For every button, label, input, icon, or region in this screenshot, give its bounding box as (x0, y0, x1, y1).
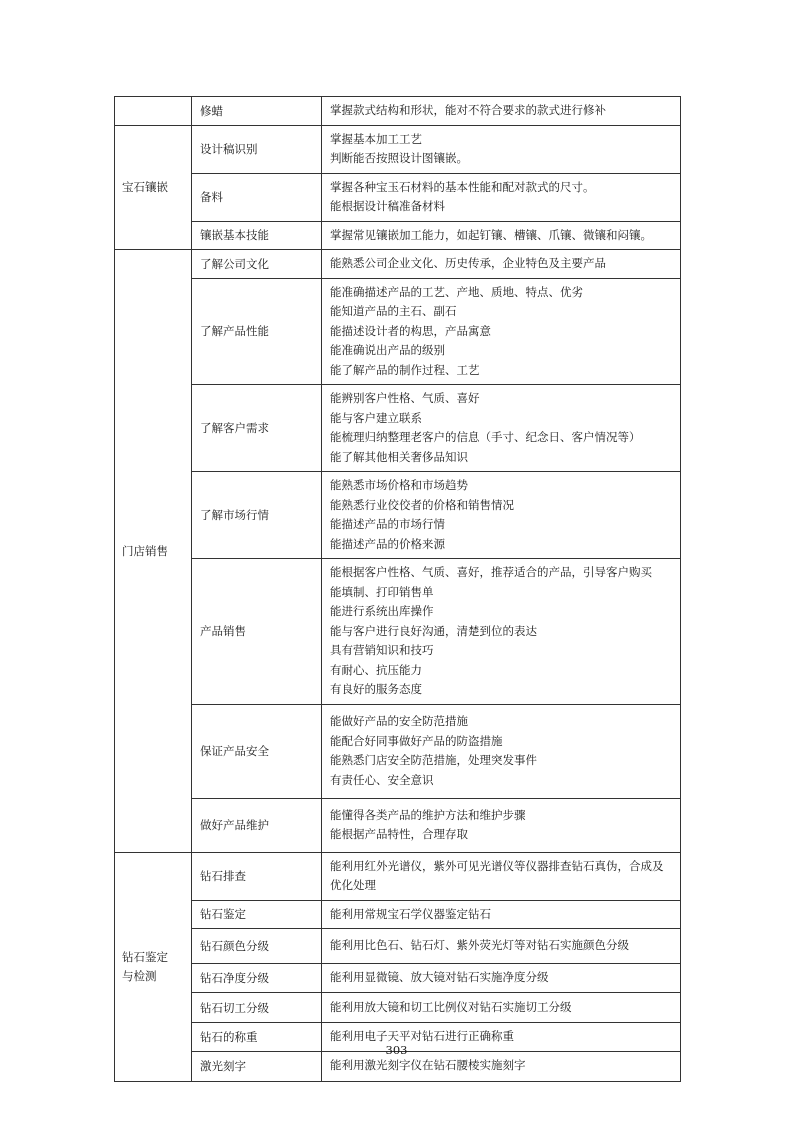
requirement-line: 能与客户进行良好沟通，清楚到位的表达 (330, 623, 537, 638)
requirement-line: 能根据产品特性，合理存取 (330, 827, 468, 841)
requirement-line: 能描述产品的市场行情 (330, 517, 445, 531)
requirement-line: 能进行系统出库操作 (330, 604, 434, 618)
skill-cell: 钻石鉴定 (192, 900, 322, 929)
table-row (115, 385, 681, 472)
table-row (115, 125, 681, 173)
skill-cell: 了解公司文化 (192, 250, 322, 279)
requirements-cell (322, 125, 681, 173)
requirement-line: 能准确说出产品的级别 (330, 343, 445, 357)
requirements-cell (322, 852, 681, 900)
requirement-line: 有耐心、抗压能力 (330, 662, 422, 677)
requirement-line: 能梳理归纳整理老客户的信息（手寸、纪念日、客户情况等） (330, 430, 641, 444)
requirement-line: 具有营销知识和技巧 (330, 643, 434, 657)
requirement-line: 能填制、打印销售单 (330, 584, 434, 599)
category-cell: 门店销售 (115, 250, 192, 853)
requirement-line: 能利用放大镜和切工比例仪对钻石实施切工分级 (330, 999, 572, 1014)
requirement-line: 能熟悉市场价格和市场趋势 (330, 478, 468, 492)
requirements-cell (322, 964, 681, 993)
table-row (115, 173, 681, 221)
competency-table (114, 96, 681, 1082)
skill-cell: 了解产品性能 (192, 278, 322, 385)
requirement-line: 能根据设计稿准备材料 (330, 199, 445, 213)
table-row (115, 900, 681, 929)
table-row (115, 472, 681, 559)
requirements-cell (322, 250, 681, 279)
requirement-line: 能做好产品的安全防范措施 (330, 714, 468, 728)
requirement-line: 能描述产品的价格来源 (330, 536, 445, 551)
category-cell (115, 97, 192, 126)
skill-cell: 激光刻字 (192, 1051, 322, 1081)
requirements-cell (322, 798, 681, 852)
requirement-line: 掌握款式结构和形状，能对不符合要求的款式进行修补 (330, 103, 606, 117)
page-number: 303 (385, 1043, 408, 1057)
requirements-cell (322, 993, 681, 1023)
requirement-line: 能熟悉门店安全防范措施，处理突发事件 (330, 753, 537, 767)
category-cell: 宝石镶嵌 (115, 125, 192, 250)
table-row (115, 964, 681, 993)
requirement-line: 能利用红外光谱仪，紫外可见光谱仪等仪器排查钻石真伪，合成及优化处理 (330, 858, 664, 892)
table-row (115, 929, 681, 964)
skill-cell: 钻石颜色分级 (192, 929, 322, 964)
skill-cell: 设计稿识别 (192, 125, 322, 173)
table-row (115, 852, 681, 900)
requirement-line: 能利用显微镜、放大镜对钻石实施净度分级 (330, 970, 549, 985)
requirement-line: 能熟悉公司企业文化、历史传承，企业特色及主要产品 (330, 256, 606, 270)
skill-cell: 做好产品维护 (192, 798, 322, 852)
requirement-line: 能描述设计者的构思，产品寓意 (330, 323, 491, 338)
skill-cell: 产品销售 (192, 559, 322, 705)
requirements-cell (322, 559, 681, 705)
requirements-cell (322, 929, 681, 964)
requirement-line: 能懂得各类产品的维护方法和维护步骤 (330, 807, 526, 822)
requirement-line: 能熟悉行业佼佼者的价格和销售情况 (330, 497, 514, 512)
table-row (115, 221, 681, 250)
requirement-line: 能根据客户性格、气质、喜好，推荐适合的产品，引导客户购买 (330, 565, 652, 579)
skill-cell: 钻石的称重 (192, 1023, 322, 1052)
requirement-line: 能利用电子天平对钻石进行正确称重 (330, 1029, 514, 1043)
requirement-line: 能利用激光刻字仪在钻石腰棱实施刻字 (330, 1058, 526, 1073)
requirements-cell (322, 278, 681, 385)
requirement-line: 能了解其他相关奢侈品知识 (330, 449, 468, 464)
skill-cell: 修蜡 (192, 97, 322, 126)
skill-cell: 钻石排查 (192, 852, 322, 900)
requirements-cell (322, 221, 681, 250)
table-row (115, 798, 681, 852)
skill-cell: 了解市场行情 (192, 472, 322, 559)
table-row (115, 704, 681, 798)
requirement-line: 能利用常规宝石学仪器鉴定钻石 (330, 906, 491, 921)
requirement-line: 能与客户建立联系 (330, 410, 422, 425)
requirement-line: 能知道产品的主石、副石 (330, 304, 457, 318)
requirement-line: 能利用比色石、钻石灯、紫外荧光灯等对钻石实施颜色分级 (330, 938, 629, 953)
requirements-cell (322, 472, 681, 559)
requirement-line: 掌握常见镶嵌加工能力，如起钉镶、槽镶、爪镶、微镶和闷镶。 (330, 227, 652, 242)
requirements-cell (322, 385, 681, 472)
skill-cell: 保证产品安全 (192, 704, 322, 798)
requirements-cell (322, 173, 681, 221)
requirement-line: 判断能否按照设计图镶嵌。 (330, 151, 468, 165)
requirements-cell (322, 900, 681, 929)
table-row (115, 559, 681, 705)
requirement-line: 能了解产品的制作过程、工艺 (330, 362, 480, 377)
table-row (115, 278, 681, 385)
skill-cell: 备料 (192, 173, 322, 221)
table-row (115, 97, 681, 126)
category-label: 钻石鉴定与检测 (122, 949, 168, 983)
requirement-line: 能配合好同事做好产品的防盗措施 (330, 733, 503, 748)
requirement-line: 掌握基本加工工艺 (330, 131, 422, 146)
table-row (115, 250, 681, 279)
requirements-cell (322, 704, 681, 798)
requirement-line: 有责任心、安全意识 (330, 772, 434, 787)
skill-cell: 镶嵌基本技能 (192, 221, 322, 250)
requirement-line: 掌握各种宝玉石材料的基本性能和配对款式的尺寸。 (330, 179, 595, 194)
requirement-line: 能辨别客户性格、气质、喜好 (330, 391, 480, 405)
requirement-line: 能准确描述产品的工艺、产地、质地、特点、优劣 (330, 284, 583, 299)
table-row (115, 993, 681, 1023)
requirement-line: 有良好的服务态度 (330, 682, 422, 696)
skill-cell: 钻石切工分级 (192, 993, 322, 1023)
requirements-cell (322, 97, 681, 126)
skill-cell: 钻石净度分级 (192, 964, 322, 993)
skill-cell: 了解客户需求 (192, 385, 322, 472)
